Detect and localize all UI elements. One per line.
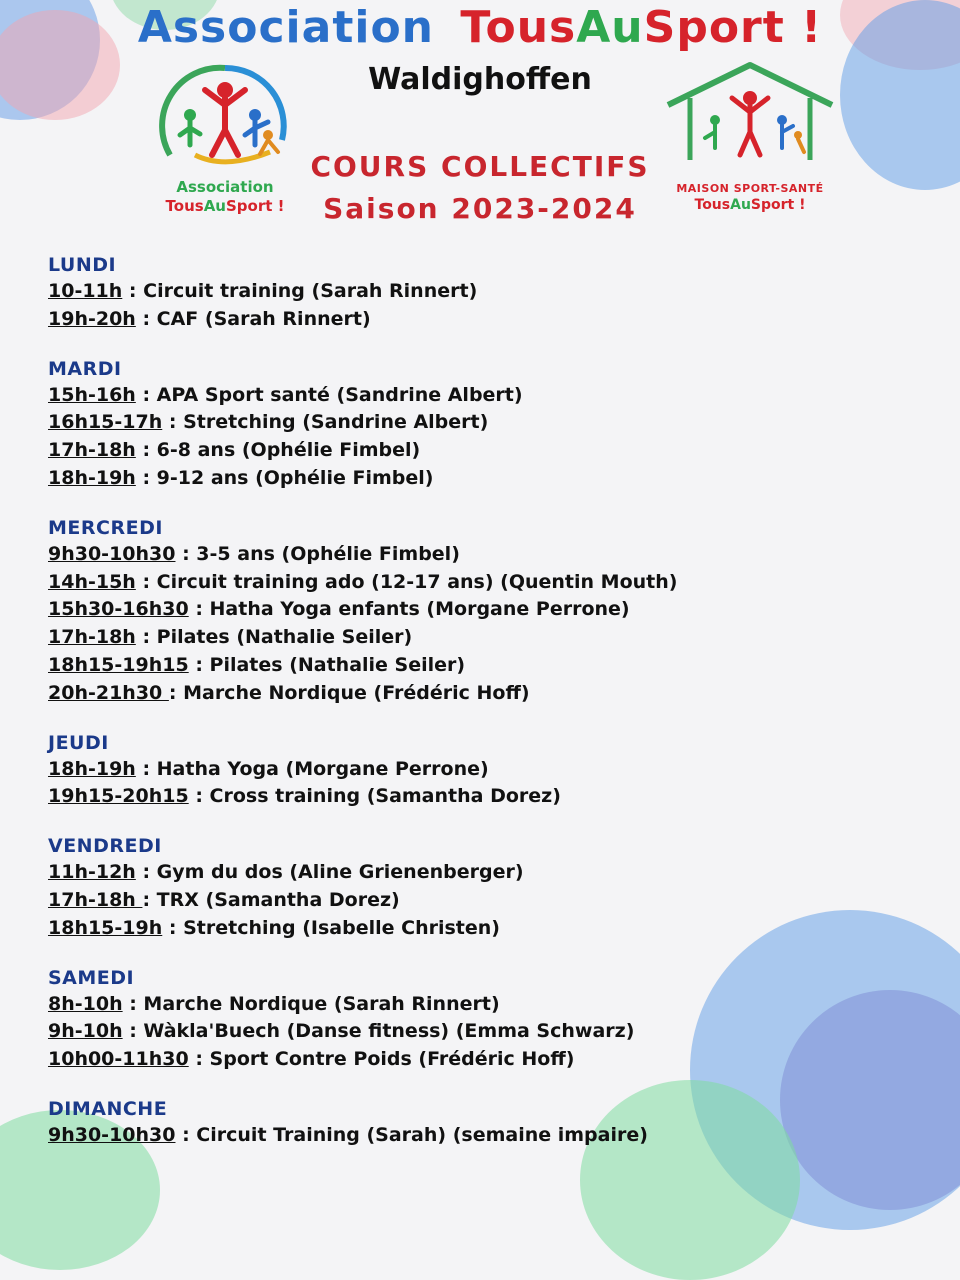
class-description: : Pilates (Nathalie Seiler) [135, 626, 413, 649]
day-block [48, 965, 908, 1074]
weekly-schedule [48, 252, 908, 1172]
schedule-row [48, 756, 908, 784]
schedule-row [48, 859, 908, 887]
courses-heading [260, 146, 700, 230]
title-tous: Tous [460, 2, 577, 53]
title-au: Au [576, 2, 644, 53]
title-sport: Sport [643, 2, 785, 53]
day-name: MERCREDI [48, 516, 163, 539]
day-name: DIMANCHE [48, 1097, 168, 1120]
schedule-row [48, 541, 908, 569]
schedule-row [48, 652, 908, 680]
class-description: : Hatha Yoga enfants (Morgane Perrone) [188, 598, 630, 621]
schedule-row [48, 596, 908, 624]
schedule-row [48, 624, 908, 652]
season-line: Saison 2023-2024 [323, 192, 637, 225]
city-name: Waldighoffen [368, 62, 592, 97]
class-time: 15h30-16h30 [48, 598, 189, 621]
header [0, 0, 960, 240]
class-description: : Stretching (Isabelle Christen) [162, 916, 500, 939]
logo-right-line1: MAISON SPORT-SANTÉ [676, 182, 824, 195]
day-name: JEUDI [48, 731, 109, 754]
logo-left-line1: Association [176, 178, 274, 196]
schedule-row [48, 783, 908, 811]
schedule-row [48, 306, 908, 334]
day-block [48, 252, 908, 334]
schedule-row [48, 680, 908, 708]
class-time: 20h-21h30 [48, 681, 169, 704]
association-title [0, 2, 960, 53]
class-description: : TRX (Samantha Dorez) [142, 888, 400, 911]
logo-left-tous: Tous [165, 197, 204, 215]
title-association: Association [137, 2, 434, 53]
schedule-row [48, 465, 908, 493]
class-time: 19h15-20h15 [48, 785, 189, 808]
day-block [48, 1096, 908, 1150]
class-time: 9h30-10h30 [48, 542, 176, 565]
day-name: MARDI [48, 357, 122, 380]
title-exclamation: ! [784, 2, 823, 53]
class-description: : 6-8 ans (Ophélie Fimbel) [135, 439, 421, 462]
logo-right-caption [660, 180, 840, 214]
schedule-row [48, 1122, 908, 1150]
class-time: 16h15-17h [48, 411, 163, 434]
class-time: 17h-18h [48, 888, 143, 911]
day-block [48, 515, 908, 708]
class-description: : Marche Nordique (Sarah Rinnert) [122, 992, 500, 1015]
day-name: SAMEDI [48, 966, 135, 989]
logo-left-sport: Sport ! [225, 197, 285, 215]
logo-right-au: Au [730, 197, 751, 213]
class-description: : Stretching (Sandrine Albert) [162, 411, 489, 434]
class-time: 10h00-11h30 [48, 1048, 189, 1071]
class-description: : 3-5 ans (Ophélie Fimbel) [175, 542, 460, 565]
day-block [48, 730, 908, 812]
class-time: 18h15-19h15 [48, 653, 189, 676]
class-description: : APA Sport santé (Sandrine Albert) [135, 383, 523, 406]
day-name: VENDREDI [48, 835, 162, 858]
logo-left-au: Au [203, 197, 226, 215]
class-time: 10-11h [48, 280, 123, 302]
class-time: 17h-18h [48, 626, 136, 649]
class-description: : Circuit Training (Sarah) (semaine impaire) [175, 1123, 648, 1146]
class-description: : Gym du dos (Aline Grienenberger) [135, 861, 524, 884]
class-time: 15h-16h [48, 383, 136, 406]
house-people-icon [660, 60, 840, 170]
class-time: 17h-18h [48, 439, 136, 462]
class-description: : Sport Contre Poids (Frédéric Hoff) [188, 1048, 575, 1071]
maison-sport-sante-logo [660, 60, 840, 220]
logo-right-sport: Sport ! [750, 197, 806, 213]
class-time: 18h-19h [48, 757, 136, 780]
class-time: 18h-19h [48, 466, 136, 489]
class-description: : Cross training (Samantha Dorez) [188, 785, 561, 808]
day-name: LUNDI [48, 254, 117, 276]
day-block [48, 833, 908, 942]
class-description: : Wàkla'Buech (Danse fitness) (Emma Schwarz) [122, 1020, 635, 1043]
schedule-row [48, 915, 908, 943]
class-description: : CAF (Sarah Rinnert) [135, 307, 371, 330]
schedule-row [48, 569, 908, 597]
schedule-row [48, 1018, 908, 1046]
schedule-row [48, 409, 908, 437]
schedule-row [48, 382, 908, 410]
class-description: : Pilates (Nathalie Seiler) [188, 653, 466, 676]
class-description: : Circuit training (Sarah Rinnert) [122, 280, 478, 302]
logo-right-tous: Tous [694, 197, 731, 213]
class-time: 18h15-19h [48, 916, 163, 939]
schedule-row [48, 1046, 908, 1074]
schedule-row [48, 887, 908, 915]
class-description: : 9-12 ans (Ophélie Fimbel) [135, 466, 434, 489]
day-block [48, 356, 908, 493]
schedule-row [48, 437, 908, 465]
class-time: 9h-10h [48, 1020, 123, 1043]
class-time: 19h-20h [48, 307, 136, 330]
class-time: 11h-12h [48, 861, 136, 884]
class-description: : Circuit training ado (12-17 ans) (Quentin Mouth) [135, 570, 678, 593]
class-time: 14h-15h [48, 570, 136, 593]
courses-line1: COURS COLLECTIFS [310, 150, 650, 183]
class-time: 9h30-10h30 [48, 1123, 176, 1146]
schedule-row [48, 278, 908, 306]
schedule-row [48, 991, 908, 1019]
class-description: : Marche Nordique (Frédéric Hoff) [168, 681, 530, 704]
class-description: : Hatha Yoga (Morgane Perrone) [135, 757, 489, 780]
class-time: 8h-10h [48, 992, 123, 1015]
